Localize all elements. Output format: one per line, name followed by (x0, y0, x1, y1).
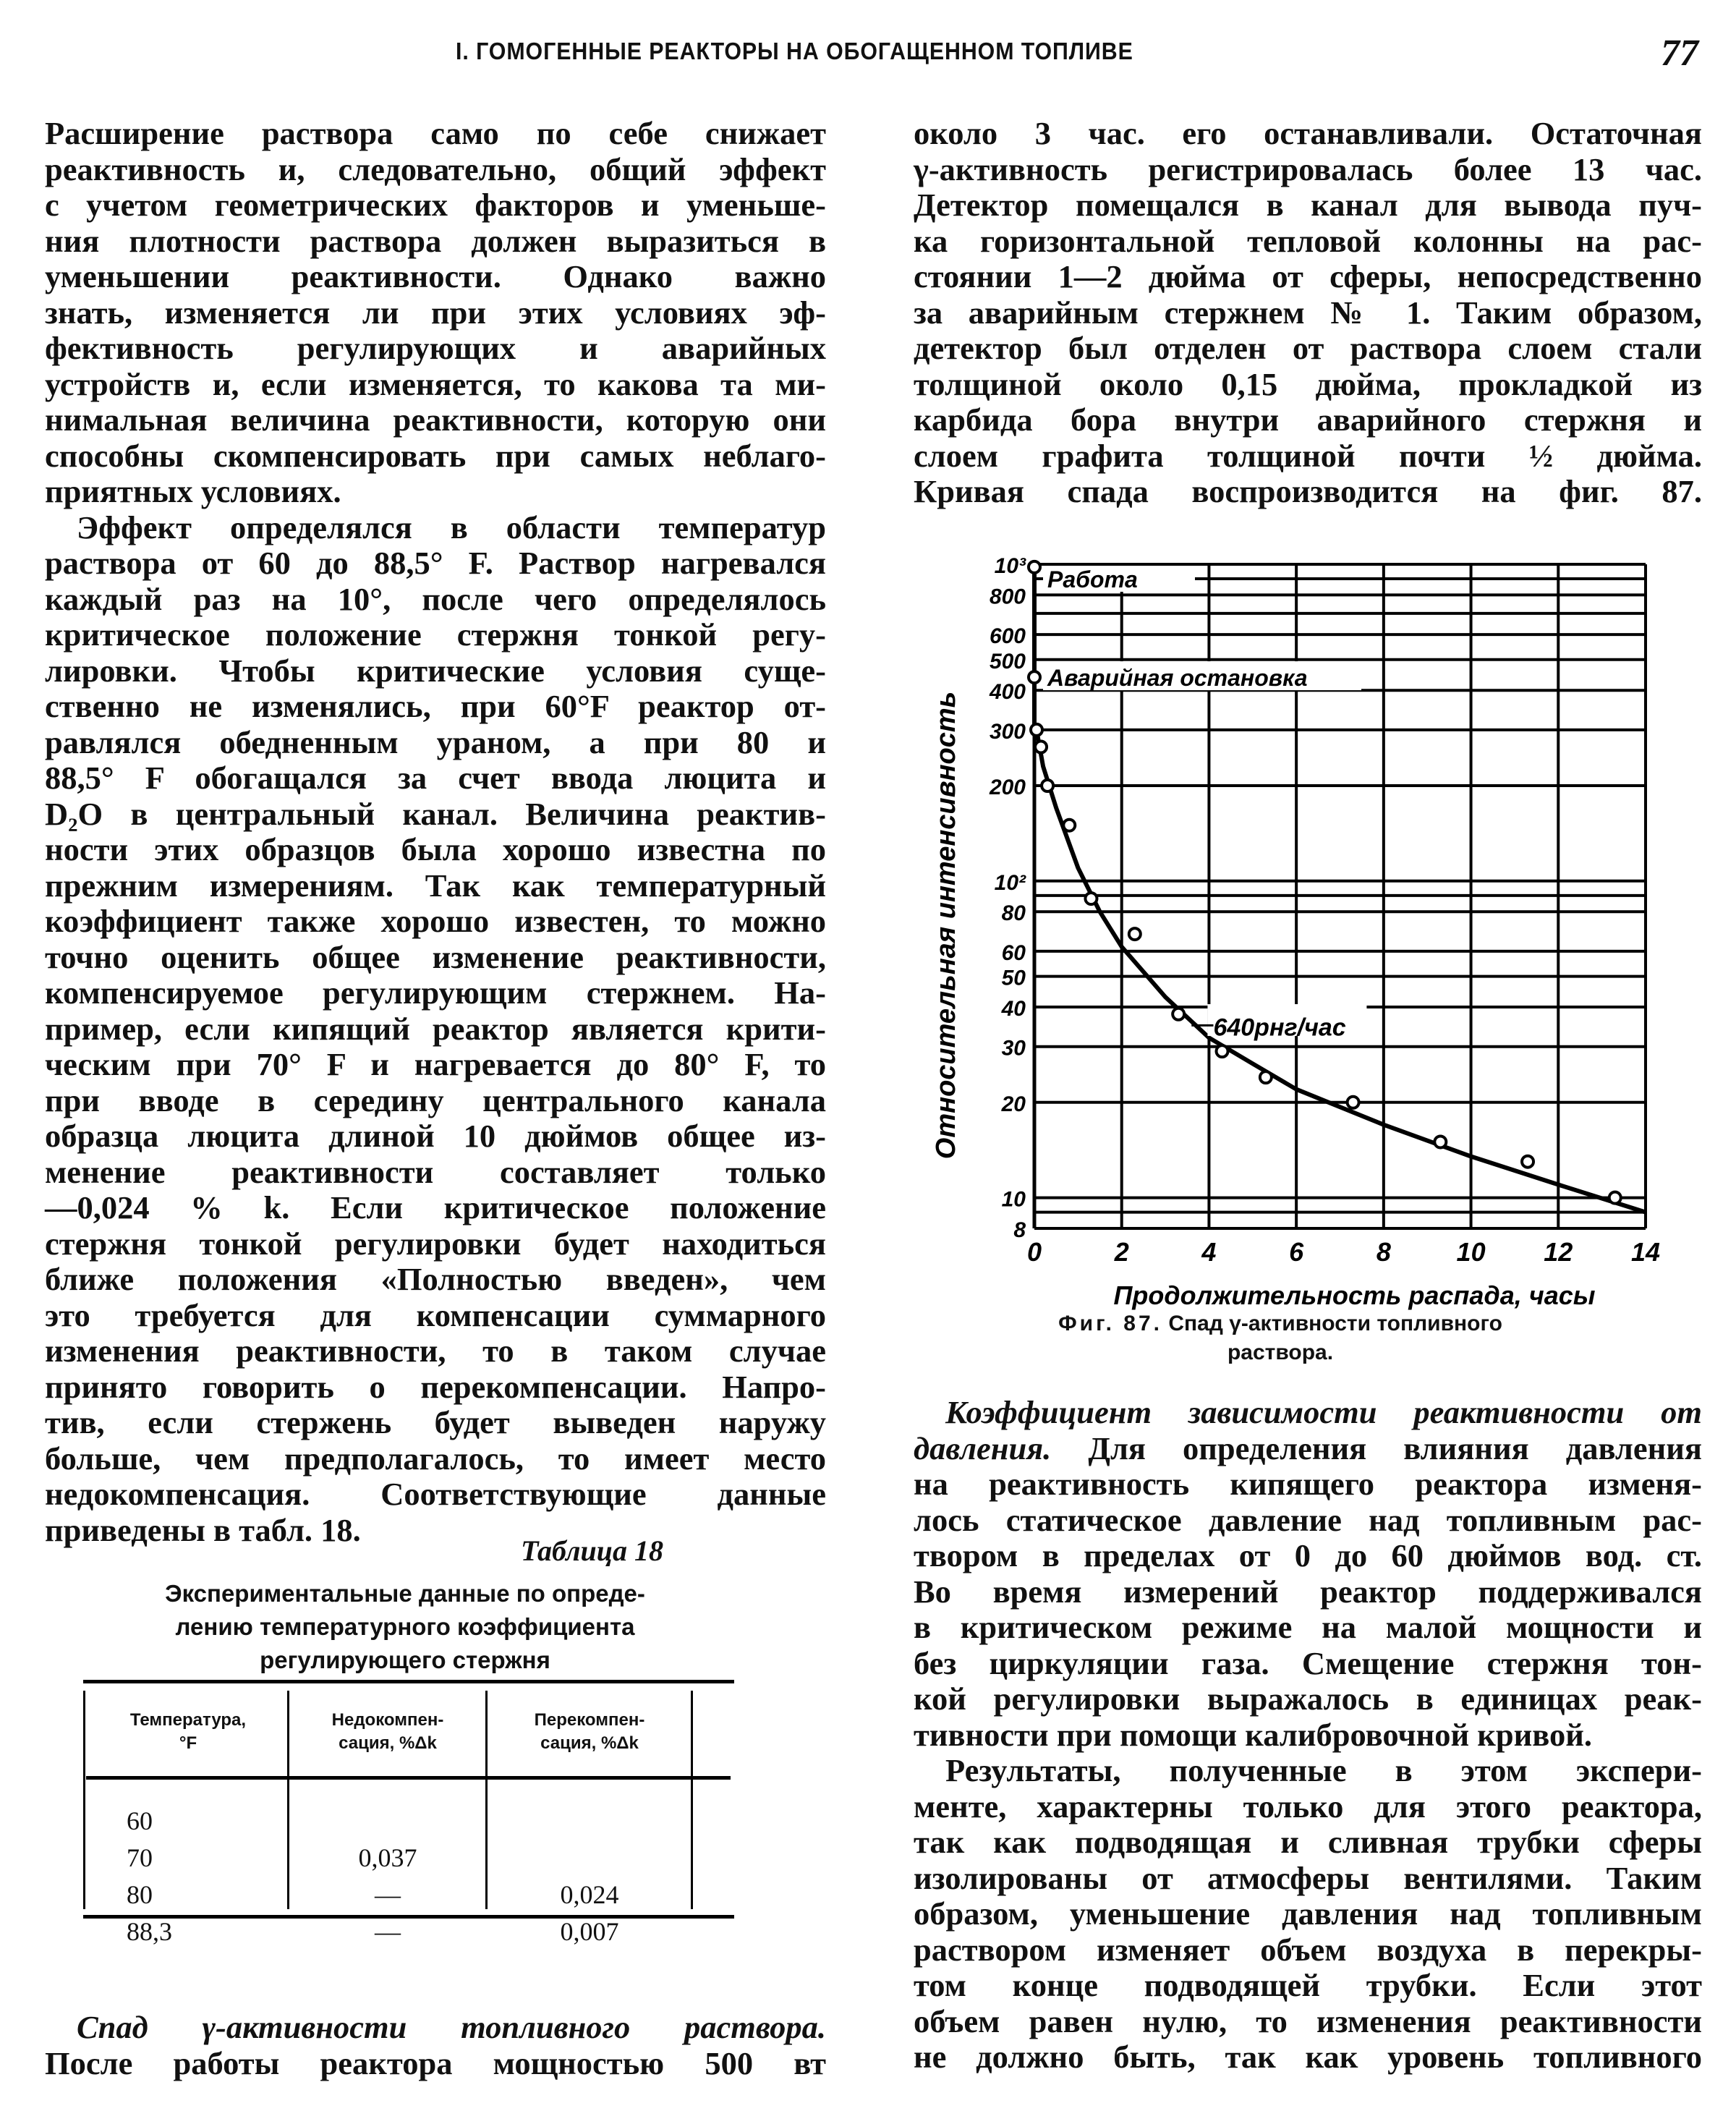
data-point (1063, 820, 1075, 831)
table-column-divider (485, 1691, 488, 1909)
table-column-divider (287, 1691, 289, 1909)
section-heading: Спад γ-активности топливного раствора. (77, 2009, 826, 2045)
header-line: Недокомпен- (331, 1710, 444, 1730)
text-line: на реактивность кипящего реактора изменя- (914, 1466, 1702, 1502)
table-border-left (83, 1691, 85, 1909)
text-line: ближе положения «Полностью введен», чем (45, 1261, 826, 1297)
text-line: уменьшении реактивности. Однако важно (45, 258, 826, 294)
text-line: равлялся обедненным ураном, а при 80 и (45, 723, 826, 760)
data-point (1035, 741, 1047, 752)
table-title (80, 1577, 731, 1677)
y-tick-label: 500 (989, 649, 1026, 674)
text-line: фективность регулирующих и аварийных (45, 330, 826, 366)
text-line: устройств и, если изменяется, то какова та ми- (45, 365, 826, 402)
text-line: это требуется для компенсации суммарного (45, 1296, 826, 1333)
text-line: при вводе в середину центрального канала (45, 1082, 826, 1118)
table-cell: — (375, 1917, 401, 1946)
text-line: менение реактивности составляет только (45, 1153, 826, 1190)
table-cell: 0,037 (358, 1843, 417, 1872)
y-tick-label: 10³ (994, 554, 1026, 578)
data-point (1031, 724, 1042, 736)
data-point (1085, 893, 1097, 904)
table-cell: 60 (127, 1806, 153, 1835)
y-tick-label: 30 (1001, 1036, 1026, 1061)
column-header-temperature (90, 1709, 286, 1755)
text-line: тивности при помощи калибровочной кривой. (914, 1716, 1592, 1753)
y-tick-label: 10² (994, 870, 1026, 895)
y-tick-label: 600 (989, 624, 1026, 649)
text-line: толщиной около 0,15 дюйма, прокладкой из (914, 365, 1702, 402)
text-line: приятных условиях. (45, 473, 341, 509)
x-tick-label: 2 (1114, 1237, 1129, 1267)
table-title-line: лению температурного коэффициента (175, 1613, 635, 1640)
data-point (1217, 1045, 1228, 1057)
table-cell (488, 1803, 691, 1840)
text-line: ственно не изменялись, при 60°F реактор от- (45, 688, 826, 724)
undercompensation-column (290, 1803, 485, 1950)
text-line: γ-активность регистрировалась более 13 час. (914, 150, 1702, 187)
text-line: изолированы от атмосферы вентилями. Таким (914, 1859, 1702, 1896)
data-point (1029, 561, 1040, 573)
text-line: менте, характерны только для этого реактора, (914, 1788, 1702, 1824)
text-line: Эффект определялся в области температур (77, 509, 826, 545)
text-line: ности этих образцов была хорошо известна по (45, 831, 826, 867)
text-line: тив, если стержень будет выведен наружу (45, 1404, 826, 1440)
text-line: стоянии 1—2 дюйма от сферы, непосредственно (914, 258, 1702, 294)
column-header-overcompensation (488, 1709, 691, 1755)
table-header-separator (86, 1776, 731, 1780)
text-fragment: Для определения влияния давления (1088, 1430, 1702, 1466)
text-line: приведены в табл. 18. (45, 1511, 361, 1548)
text-line: больше, чем предполагалось, то имеет место (45, 1440, 826, 1477)
x-tick-label: 4 (1201, 1237, 1217, 1267)
table-cell: — (375, 1880, 401, 1909)
text-line: образом, уменьшение давления над топливным (914, 1895, 1702, 1932)
text-line: каждый раз на 10°, после чего определялось (45, 580, 826, 617)
table-border-right (691, 1691, 693, 1909)
text-line: около 3 час. его останавливали. Остаточная (914, 115, 1702, 151)
text-line: раствором изменяет объем воздуха в перекры- (914, 1931, 1702, 1968)
table-label: Таблица 18 (521, 1534, 663, 1567)
text-line: критическое положение стержня тонкой регу- (45, 616, 826, 653)
y-tick-label: 40 (1001, 997, 1026, 1021)
temperature-column (127, 1803, 213, 1950)
data-point (1260, 1071, 1272, 1083)
y-tick-label: 400 (989, 680, 1026, 705)
text-line: Во время измерений реактор поддерживался (914, 1573, 1702, 1610)
header-line: Перекомпен- (534, 1710, 645, 1730)
text-line: нимальная величина реактивности, которую они (45, 402, 826, 438)
text-line: точно оценить общее изменение реактивности, (45, 938, 826, 975)
text-line: недокомпенсация. Соответствующие данные (45, 1476, 826, 1512)
x-tick-label: 6 (1289, 1237, 1304, 1267)
data-table (83, 1680, 734, 1946)
text-line: коэффициент также хорошо известен, то можно (45, 903, 826, 939)
table-cell: 70 (127, 1843, 153, 1872)
text-line: Детектор помещался в канал для вывода пуч- (914, 187, 1702, 223)
table-title-line: регулирующего стержня (260, 1647, 550, 1673)
x-tick-label: 14 (1630, 1237, 1661, 1267)
text-line: знать, изменяется ли при этих условиях эф- (45, 294, 826, 331)
figure-caption-text: раствора. (1227, 1341, 1334, 1364)
header-line: °F (179, 1733, 197, 1753)
text-line: лировки. Чтобы критические условия суще- (45, 652, 826, 689)
overcompensation-column (488, 1803, 691, 1950)
data-point (1348, 1097, 1359, 1108)
annotation-emergency-shutdown: Аварийная остановка (1047, 665, 1308, 692)
text-line: ка горизонтальной тепловой колонны на рас- (914, 222, 1702, 259)
decay-chart-svg (919, 521, 1678, 1310)
figure-caption (955, 1309, 1606, 1367)
y-tick-label: 50 (1001, 966, 1026, 990)
text-line: изменения реактивности, то в таком случае (45, 1333, 826, 1369)
right-column-top (914, 116, 1702, 510)
y-tick-label: 8 (1013, 1218, 1026, 1242)
text-line: том конце подводящей трубки. Если этот (914, 1967, 1702, 2003)
y-tick-label: 20 (1001, 1092, 1026, 1116)
left-bottom-text (45, 2010, 826, 2081)
page-number: 77 (1661, 33, 1698, 74)
x-tick-label: 10 (1456, 1237, 1486, 1267)
text-line: —0,024 % k. Если критическое положение (45, 1189, 826, 1225)
text-line: раствора от 60 до 88,5° F. Раствор нагревался (45, 545, 826, 581)
text-line: с учетом геометрических факторов и уменьше- (45, 187, 826, 223)
text-line: стержня тонкой регулировки будет находиться (45, 1225, 826, 1262)
text-line: не должно быть, так как уровень топливного (914, 2039, 1702, 2075)
section-heading: Коэффициент зависимости реактивности от (945, 1394, 1702, 1430)
table-cell: 0,007 (560, 1917, 619, 1946)
y-tick-label: 200 (989, 776, 1026, 799)
y-tick-label: 800 (989, 585, 1026, 609)
text-line: кой регулировки выражалось в единицах реак- (914, 1681, 1702, 1717)
text-line: D₂O в центральный канал. Величина реактив- (45, 795, 826, 832)
text-line: объем равен нулю, то изменения реактивности (914, 2002, 1702, 2039)
table-title-line: Экспериментальные данные по опреде- (165, 1580, 645, 1607)
text-line: за аварийным стержнем № 1. Таким образом, (914, 294, 1702, 331)
x-tick-label: 12 (1544, 1237, 1573, 1267)
text-line: пример, если кипящий реактор является крити- (45, 1010, 826, 1047)
text-line: карбида бора внутри аварийного стержня и (914, 402, 1702, 438)
text-line: Кривая спада воспроизводится на фиг. 87. (914, 473, 1702, 509)
x-axis-label: Продолжительность распада, часы (1113, 1280, 1596, 1310)
decay-curve (1037, 730, 1646, 1212)
data-point (1522, 1156, 1533, 1168)
figure-number: Фиг. 87. (1058, 1312, 1162, 1335)
text-line: компенсируемое регулирующим стержнем. На- (45, 974, 826, 1011)
y-tick-label: 10 (1001, 1187, 1026, 1212)
text-line: реактивность и, следовательно, общий эффект (45, 150, 826, 187)
table-cell (290, 1803, 485, 1840)
text-line: так как подводящая и сливная трубки сферы (914, 1824, 1702, 1860)
text-line: ния плотности раствора должен выразиться в (45, 222, 826, 259)
right-column-bottom (914, 1395, 1702, 2076)
text-line: образца люцита длиной 10 дюймов общее из- (45, 1118, 826, 1154)
header-line: сация, %Δk (540, 1733, 639, 1753)
section-heading-end: давления. (914, 1430, 1052, 1466)
text-line: ческим при 70° F и нагревается до 80° F, то (45, 1046, 826, 1082)
data-point (1434, 1136, 1446, 1147)
y-tick-label: 80 (1001, 901, 1026, 926)
text-line (914, 1431, 1702, 1467)
page-header (0, 32, 1736, 75)
header-line: Температура, (129, 1710, 247, 1730)
text-line: Расширение раствора само по себе снижает (45, 115, 826, 151)
left-column (45, 116, 826, 1548)
table-cell: 0,024 (560, 1880, 619, 1909)
table-cell: 88,3 (127, 1917, 172, 1946)
y-tick-label: 300 (989, 719, 1026, 744)
data-point (1173, 1008, 1184, 1020)
text-line: 88,5° F обогащался за счет ввода люцита и (45, 760, 826, 796)
column-header-undercompensation (290, 1709, 485, 1755)
header-line: сация, %Δk (339, 1733, 437, 1753)
table-cell: 80 (127, 1880, 153, 1909)
text-line: слоем графита толщиной почти ½ дюйма. (914, 437, 1702, 474)
text-line: После работы реактора мощностью 500 вт (45, 2044, 826, 2081)
text-line: принято говорить о перекомпенсации. Напро- (45, 1368, 826, 1405)
x-tick-label: 0 (1026, 1237, 1042, 1267)
text-line: детектор был отделен от раствора слоем стали (914, 330, 1702, 366)
figure-caption-text: Спад γ-активности топливного (1168, 1312, 1502, 1335)
data-point (1042, 780, 1053, 791)
table-cell (488, 1840, 691, 1877)
text-line: твором в пределах от 0 до 60 дюймов вод. ст. (914, 1537, 1702, 1573)
data-point (1609, 1192, 1621, 1204)
annotation-operation: Работа (1047, 566, 1138, 592)
text-line: прежним измерениям. Так как температурный (45, 867, 826, 904)
text-line: Результаты, полученные в этом экспери- (945, 1752, 1702, 1788)
text-line: в критическом режиме на малой мощности и (914, 1609, 1702, 1645)
text-line: без циркуляции газа. Смещение стержня тон- (914, 1644, 1702, 1681)
figure-87-chart (919, 521, 1678, 1310)
text-line: способны скомпенсировать при самых неблаго- (45, 437, 826, 474)
y-tick-label: 60 (1001, 940, 1026, 965)
y-axis-label: Относительная интенсивность (931, 691, 961, 1160)
data-point (1029, 671, 1040, 683)
data-point (1129, 928, 1141, 940)
running-head: I. ГОМОГЕННЫЕ РЕАКТОРЫ НА ОБОГАЩЕННОМ ТОПЛИВЕ (456, 38, 1133, 64)
x-tick-label: 8 (1376, 1237, 1391, 1267)
annotation-dose-rate: 640рнг/час (1213, 1014, 1346, 1042)
text-line: лось статическое давление над топливным рас- (914, 1501, 1702, 1538)
